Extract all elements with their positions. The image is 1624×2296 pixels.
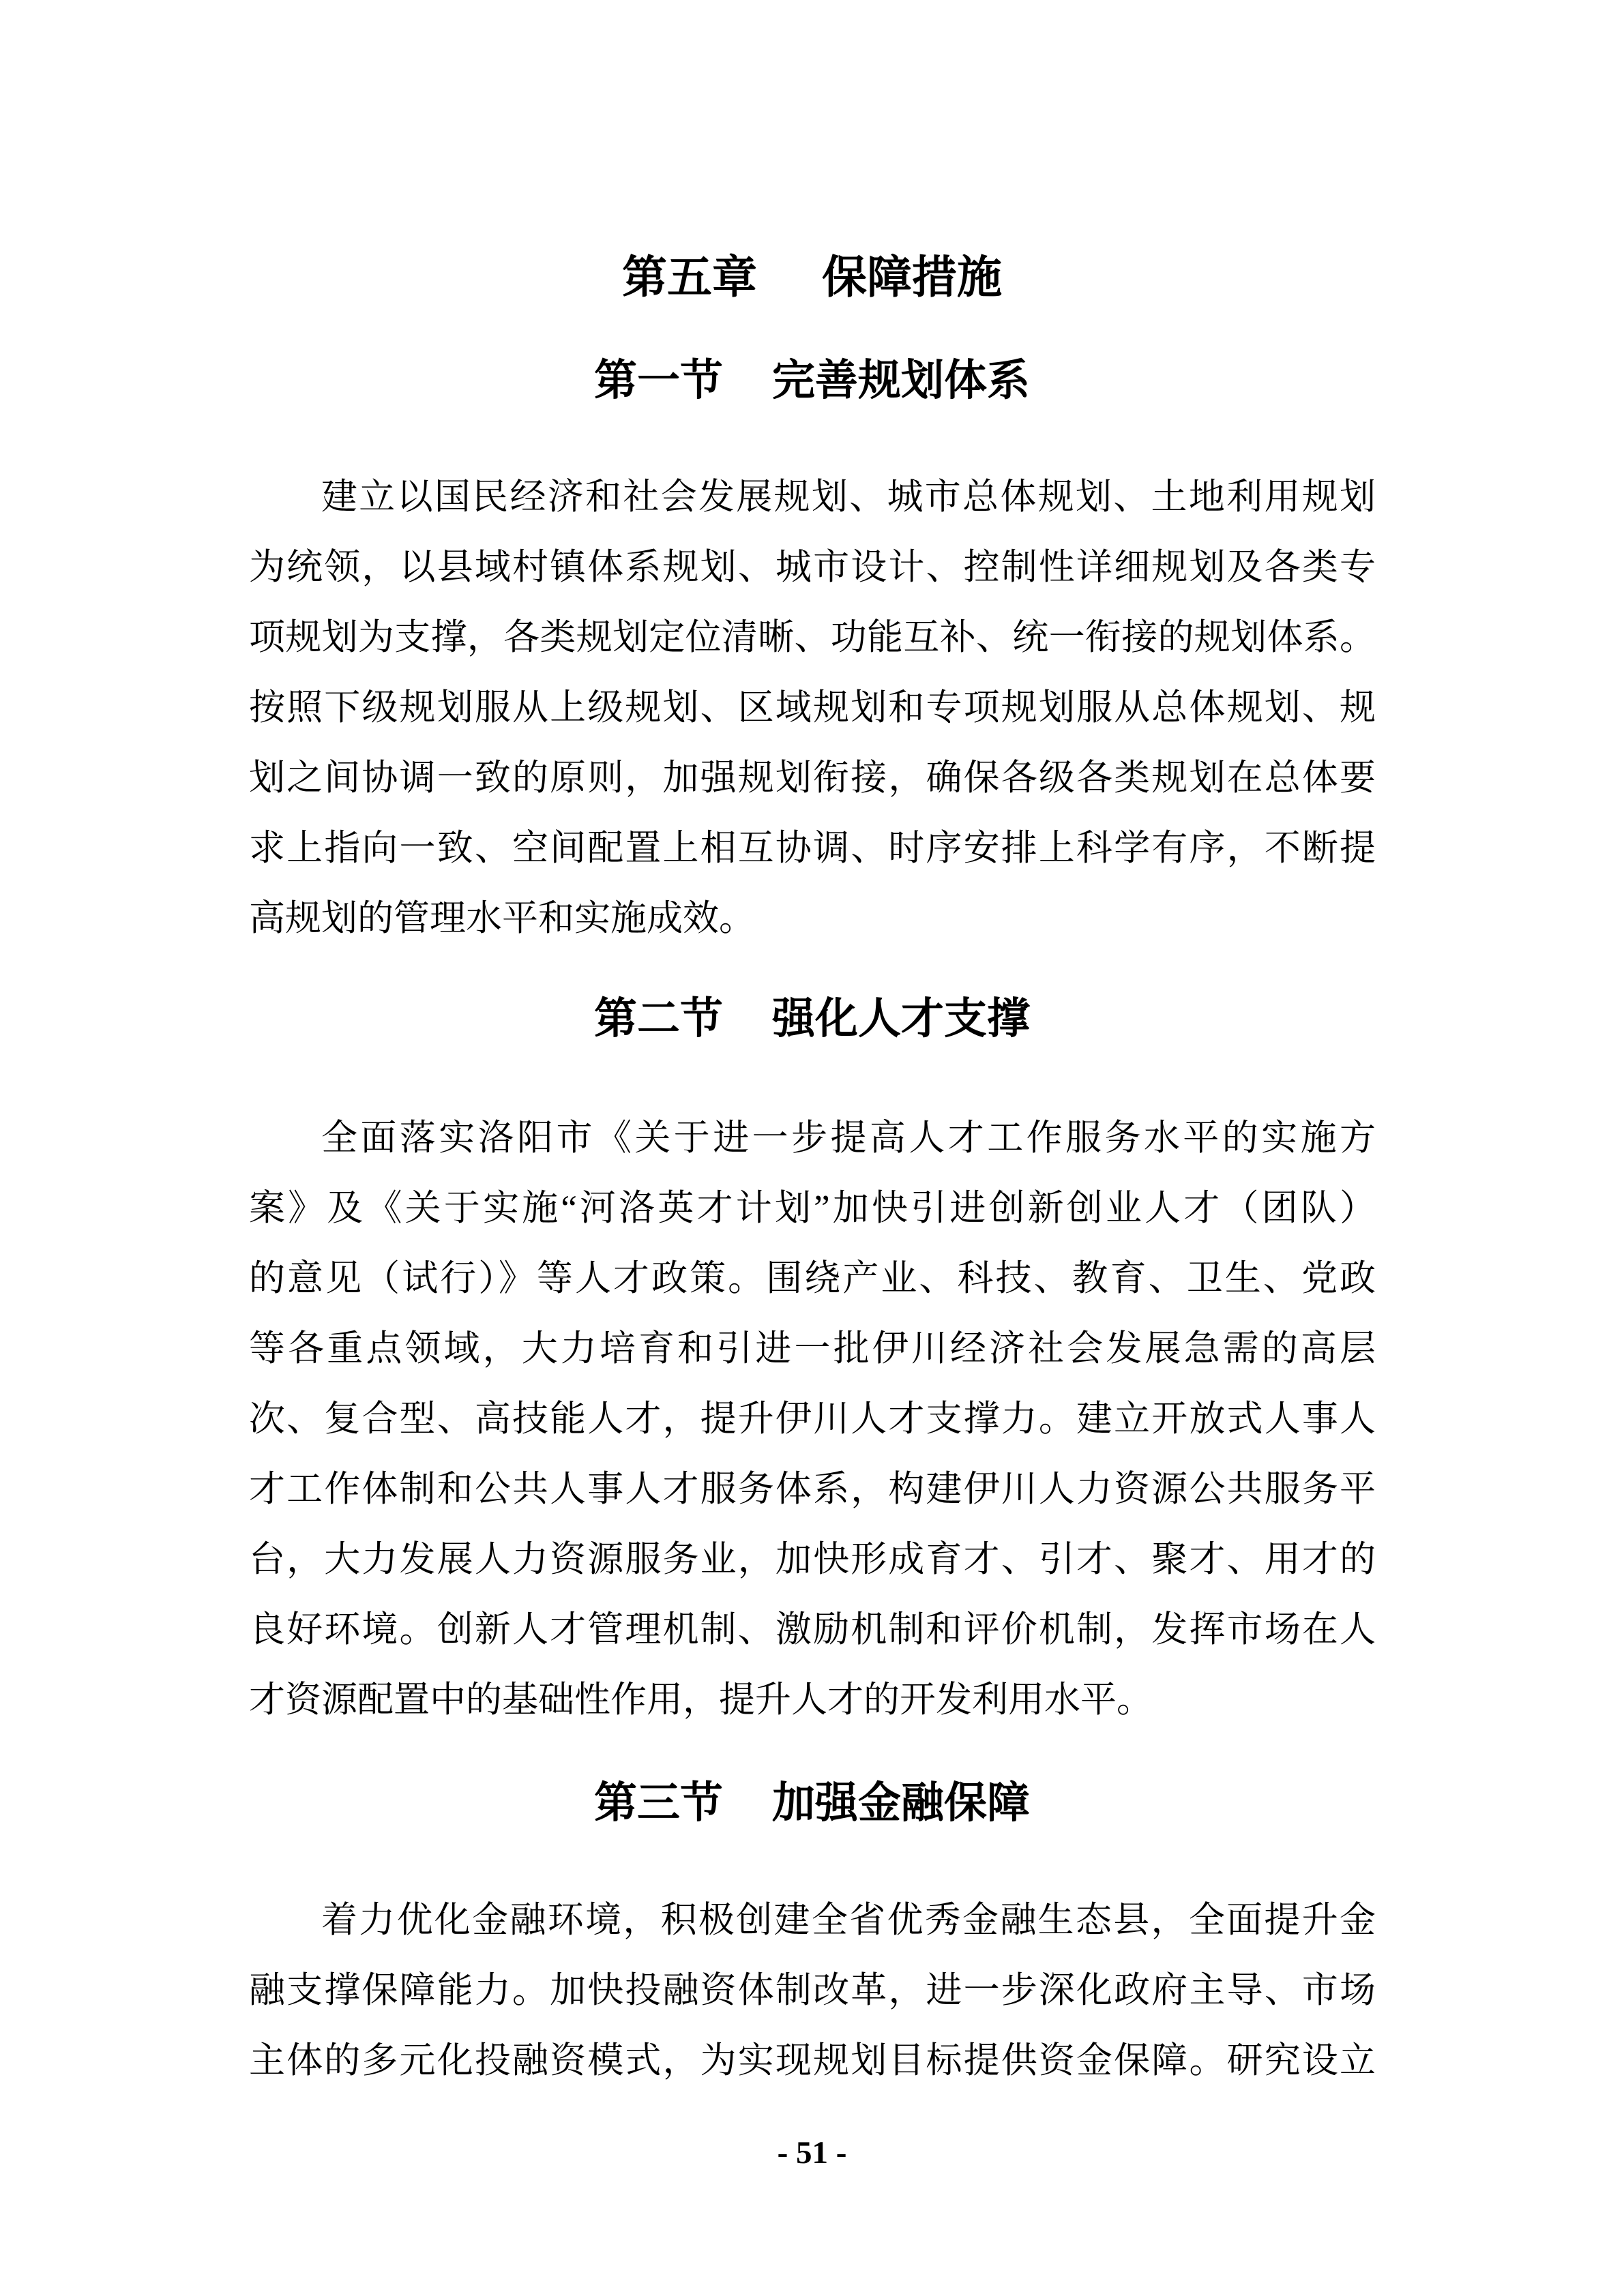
- section-1-heading: [0, 355, 1624, 406]
- paragraph-line: 等各重点领域，大力培育和引进一批伊川经济社会发展急需的高层: [249, 1329, 1376, 1369]
- paragraph-line: 案》及《关于实施“河洛英才计划”加快引进创新创业人才（团队）: [249, 1189, 1376, 1228]
- section-2-number: 第二节: [594, 995, 723, 1043]
- section-3-title: 加强金融保障: [772, 1779, 1030, 1827]
- paragraph-line: 着力优化金融环境，积极创建全省优秀金融生态县，全面提升金: [321, 1900, 1376, 1940]
- page-number: - 51 -: [777, 2135, 847, 2171]
- section-1-paragraph: [249, 462, 1376, 954]
- section-2-paragraph: [249, 1103, 1376, 1735]
- paragraph-line: 划之间协调一致的原则，加强规划衔接，确保各级各类规划在总体要: [249, 758, 1376, 798]
- paragraph-line: 才资源配置中的基础性作用，提升人才的开发利用水平。: [249, 1680, 1153, 1720]
- paragraph-line: 台，大力发展人力资源服务业，加快形成育才、引才、聚才、用才的: [249, 1540, 1376, 1579]
- section-1-title: 完善规划体系: [772, 357, 1030, 404]
- paragraph-line: 按照下级规划服从上级规划、区域规划和专项规划服从总体规划、规: [249, 688, 1376, 728]
- chapter-heading: [0, 250, 1624, 304]
- section-3-number: 第三节: [594, 1779, 723, 1827]
- paragraph-line: 次、复合型、高技能人才，提升伊川人才支撑力。建立开放式人事人: [249, 1399, 1376, 1439]
- section-2-heading: [0, 993, 1624, 1045]
- paragraph-line: 建立以国民经济和社会发展规划、城市总体规划、土地利用规划: [321, 477, 1376, 517]
- paragraph-line: 融支撑保障能力。加快投融资体制改革，进一步深化政府主导、市场: [249, 1971, 1376, 2010]
- paragraph-line: 项规划为支撑，各类规划定位清晰、功能互补、统一衔接的规划体系。: [249, 618, 1376, 657]
- paragraph-line: 良好环境。创新人才管理机制、激励机制和评价机制，发挥市场在人: [249, 1610, 1376, 1650]
- paragraph-line: 求上指向一致、空间配置上相互协调、时序安排上科学有序，不断提: [249, 829, 1376, 868]
- section-3-paragraph: [249, 1885, 1376, 2096]
- paragraph-line: 为统领，以县域村镇体系规划、城市设计、控制性详细规划及各类专: [249, 548, 1376, 587]
- section-2-title: 强化人才支撑: [772, 995, 1030, 1043]
- chapter-title: 保障措施: [822, 252, 1002, 302]
- section-3-heading: [0, 1777, 1624, 1829]
- paragraph-line: 高规划的管理水平和实施成效。: [249, 899, 755, 938]
- paragraph-line: 主体的多元化投融资模式，为实现规划目标提供资金保障。研究设立: [249, 2041, 1376, 2081]
- section-1-number: 第一节: [594, 357, 723, 404]
- paragraph-line: 才工作体制和公共人事人才服务体系，构建伊川人力资源公共服务平: [249, 1470, 1376, 1509]
- paragraph-line: 全面落实洛阳市《关于进一步提高人才工作服务水平的实施方: [321, 1118, 1376, 1158]
- chapter-number: 第五章: [622, 252, 757, 302]
- paragraph-line: 的意见（试行）》等人才政策。围绕产业、科技、教育、卫生、党政: [249, 1259, 1376, 1298]
